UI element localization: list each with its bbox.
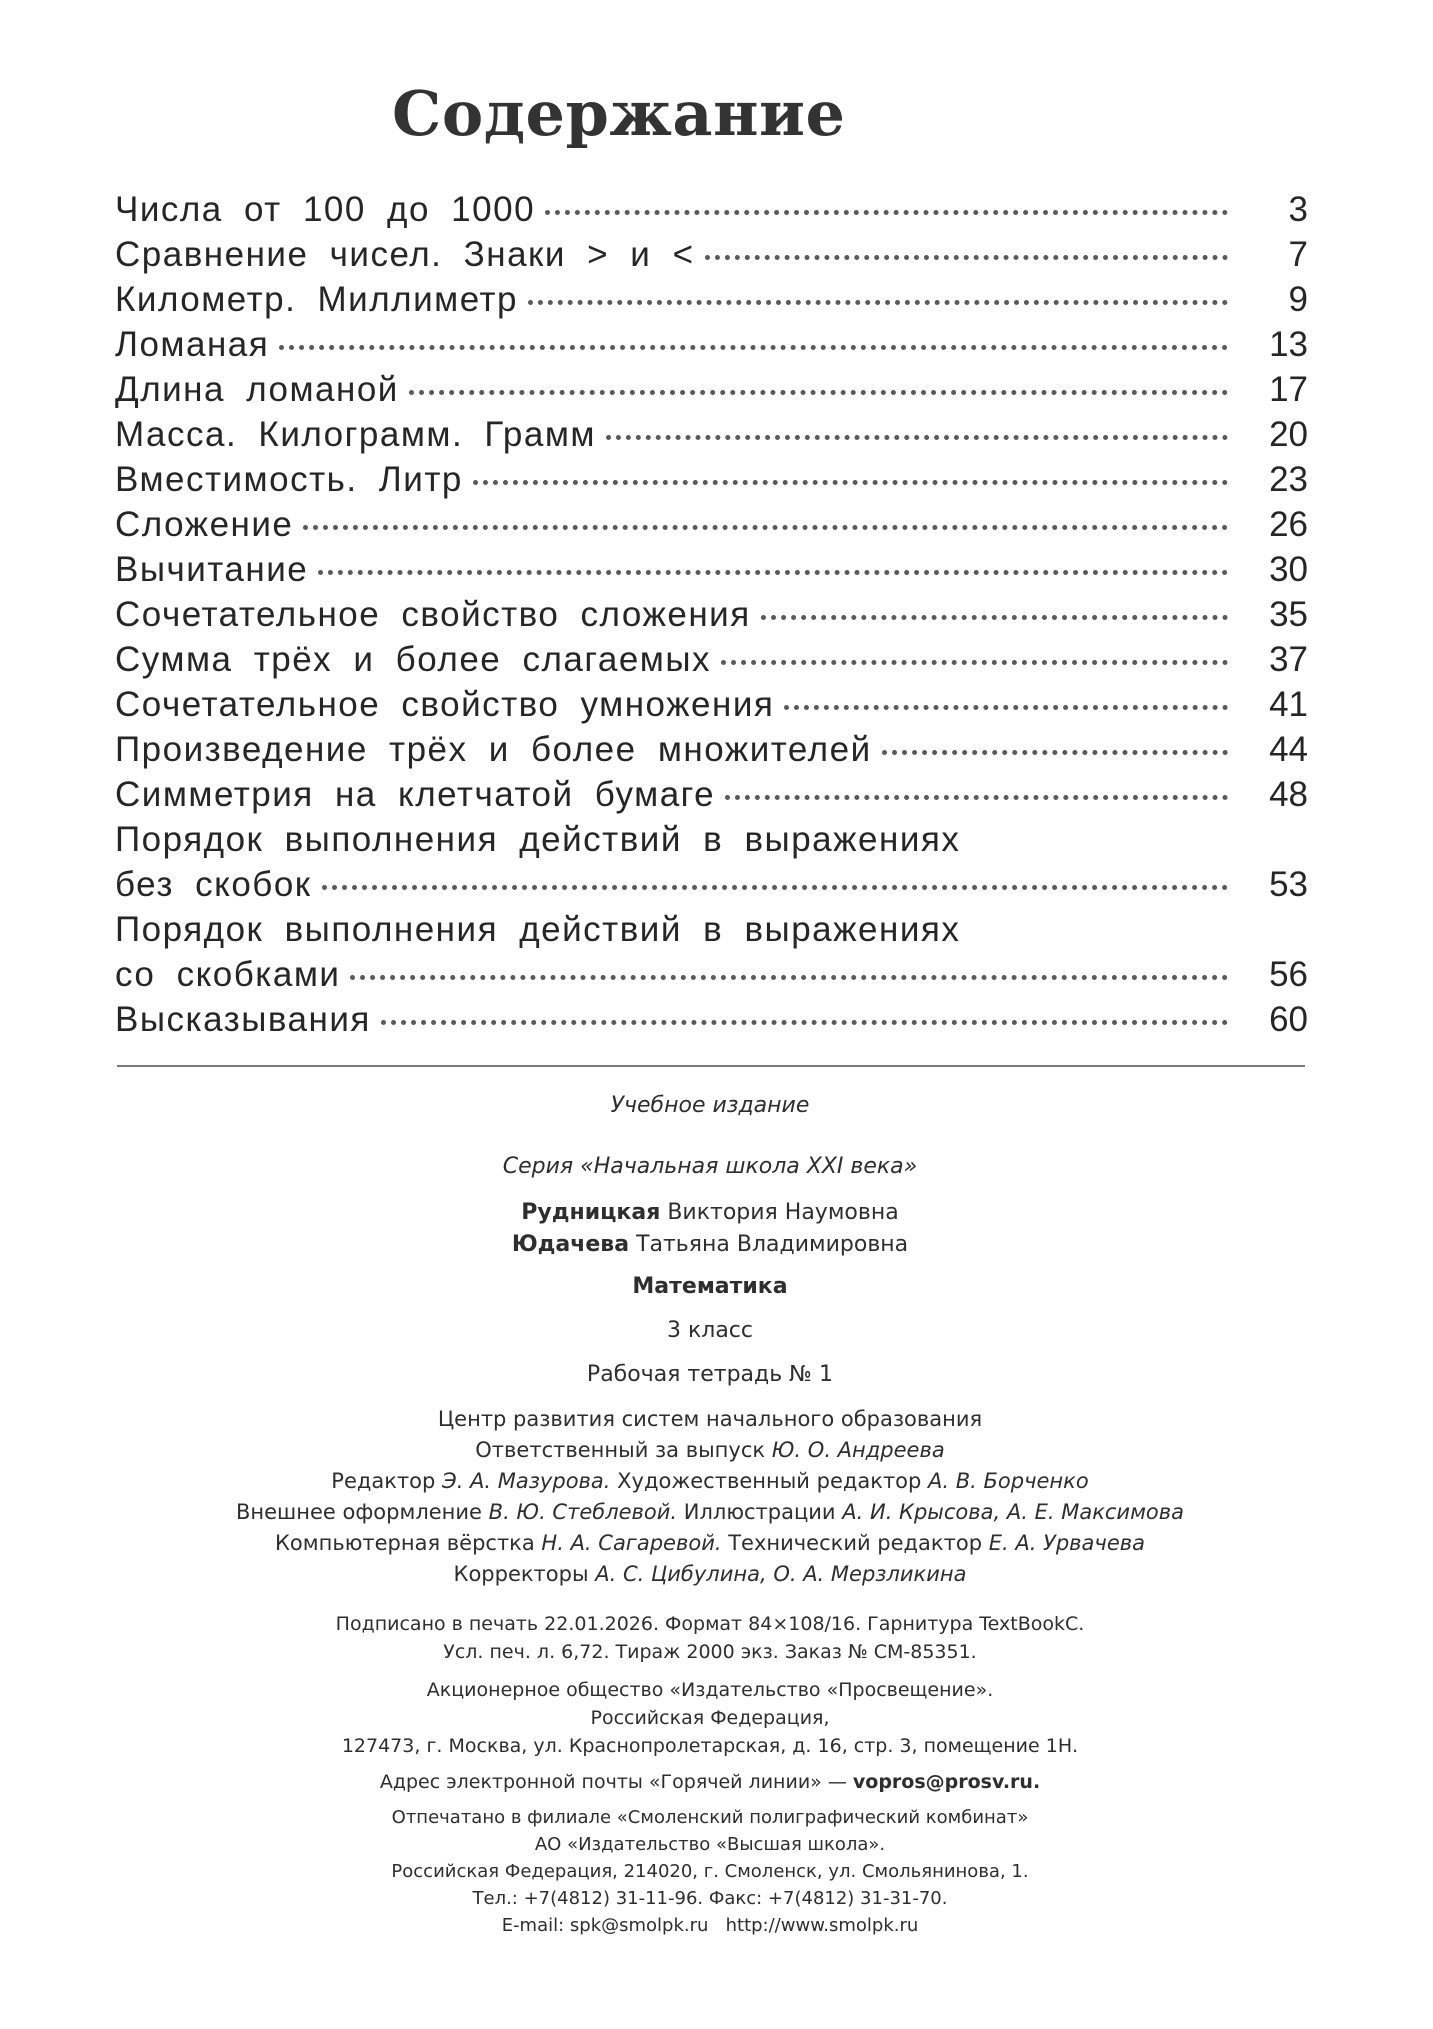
toc-entry-title: Числа от 100 до 1000 (115, 190, 536, 229)
hotline-label: Адрес электронной почты «Горячей линии» — (379, 1771, 847, 1793)
printer-address: Отпечатано в филиале «Смоленский полиграфический комбинат» (391, 1807, 1029, 1828)
toc-entry-page: 30 (1269, 550, 1308, 589)
print-details: Усл. печ. л. 6,72. Тираж 2000 экз. Заказ № СМ-85351. (443, 1641, 977, 1663)
staff-role: Внешнее оформление (235, 1500, 482, 1524)
printer-contacts: Тел.: +7(4812) 31-11-96. Факс: +7(4812) 31-31-70. (472, 1888, 948, 1909)
toc-entry-title-line1: Порядок выполнения действий в выражениях (115, 910, 961, 949)
toc-entry-page: 41 (1269, 685, 1308, 724)
toc-entry-title: Высказывания (115, 1000, 371, 1039)
toc-entry-page: 26 (1269, 505, 1308, 544)
toc-entry (113, 457, 1308, 502)
printer-address: АО «Издательство «Высшая школа». (534, 1834, 886, 1855)
toc-leader-dots (545, 210, 1228, 215)
toc-leader-dots (322, 885, 1228, 890)
toc-entry-page: 53 (1269, 865, 1308, 904)
author-given-name: Виктория Наумовна (667, 1200, 899, 1225)
staff-role: Корректоры (453, 1562, 589, 1586)
staff-line (160, 1435, 1260, 1466)
toc-entry (113, 277, 1308, 322)
toc-entry (113, 322, 1308, 367)
toc-entry (113, 412, 1308, 457)
toc-entry-title: Вычитание (115, 550, 309, 589)
hotline-line (160, 1768, 1260, 1796)
author-line (160, 1197, 1260, 1229)
publisher-address: Акционерное общество «Издательство «Просвещение». (426, 1679, 994, 1701)
toc-entry-page: 37 (1269, 640, 1308, 679)
toc-entry-title: со скобками (115, 955, 341, 994)
staff-name: А. И. Крысова, А. Е. Максимова (842, 1500, 1185, 1524)
toc-leader-dots (303, 525, 1228, 530)
toc-leader-dots (318, 570, 1228, 575)
toc-entry-title: Сложение (115, 505, 294, 544)
staff-role: Редактор (331, 1469, 436, 1493)
toc-leader-dots (882, 750, 1228, 755)
toc-entry-page: 9 (1288, 280, 1308, 319)
edition-type: Учебное издание (610, 1093, 810, 1118)
table-of-contents (113, 187, 1308, 1042)
toc-entry (113, 727, 1308, 772)
toc-leader-dots (784, 705, 1228, 710)
staff-name: Н. А. Сагаревой. (541, 1531, 722, 1555)
toc-entry-title: Сочетательное свойство умножения (115, 685, 775, 724)
staff-name: Э. А. Мазурова. (442, 1469, 611, 1493)
toc-leader-dots (725, 795, 1228, 800)
toc-leader-dots (409, 390, 1228, 395)
toc-leader-dots (761, 615, 1228, 620)
toc-leader-dots (279, 345, 1228, 350)
staff-line (160, 1528, 1260, 1559)
staff-role: Компьютерная вёрстка (275, 1531, 535, 1555)
staff-name: Ю. О. Андреева (771, 1438, 945, 1462)
staff-line (160, 1559, 1260, 1590)
toc-entry-title: Вместимость. Литр (115, 460, 463, 499)
toc-entry (113, 547, 1308, 592)
toc-entry-page: 7 (1288, 235, 1308, 274)
toc-entry (113, 232, 1308, 277)
toc-entry-title: без скобок (115, 865, 312, 904)
toc-entry (113, 187, 1308, 232)
toc-leader-dots (381, 1020, 1228, 1025)
toc-entry-title: Симметрия на клетчатой бумаге (115, 775, 716, 814)
toc-entry-title: Сравнение чисел. Знаки > и < (115, 235, 695, 274)
toc-entry-title: Произведение трёх и более множителей (115, 730, 872, 769)
author-line (160, 1229, 1260, 1261)
author-given-name: Татьяна Владимировна (636, 1232, 909, 1257)
staff-name: А. С. Цибулина, О. А. Мерзликина (595, 1562, 967, 1586)
toc-leader-dots (350, 975, 1228, 980)
toc-entry (113, 907, 1308, 997)
staff-line (160, 1497, 1260, 1528)
print-details: Подписано в печать 22.01.2026. Формат 84×108/16. Гарнитура TextBookC. (335, 1613, 1085, 1635)
series-title: Серия «Начальная школа XXI века» (502, 1154, 918, 1179)
publisher-address: 127473, г. Москва, ул. Краснопролетарская, д. 16, стр. 3, помещение 1Н. (341, 1735, 1079, 1757)
toc-entry-page: 56 (1269, 955, 1308, 994)
staff-name: В. Ю. Стеблевой. (488, 1500, 678, 1524)
toc-entry (113, 682, 1308, 727)
printer-address: Российская Федерация, 214020, г. Смоленск, ул. Смольянинова, 1. (391, 1861, 1029, 1882)
publisher-address: Российская Федерация, (590, 1707, 830, 1729)
staff-role: Ответственный за выпуск (475, 1438, 766, 1462)
toc-leader-dots (528, 300, 1228, 305)
book-title: Математика (632, 1274, 788, 1299)
toc-entry (113, 817, 1308, 907)
staff-role: Художественный редактор (617, 1469, 922, 1493)
toc-entry-page: 13 (1269, 325, 1308, 364)
author-surname: Юдачева (511, 1232, 630, 1257)
toc-leader-dots (705, 255, 1228, 260)
author-surname: Рудницкая (521, 1200, 661, 1225)
toc-entry (113, 997, 1308, 1042)
toc-entry (113, 637, 1308, 682)
toc-leader-dots (721, 660, 1228, 665)
toc-entry-title-line1: Порядок выполнения действий в выражениях (115, 820, 961, 859)
toc-entry-title: Ломаная (115, 325, 270, 364)
toc-entry (113, 367, 1308, 412)
grade-label: 3 класс (666, 1318, 753, 1343)
imprint-block (160, 1090, 1260, 1939)
toc-entry-page: 23 (1269, 460, 1308, 499)
toc-entry-page: 35 (1269, 595, 1308, 634)
toc-entry (113, 772, 1308, 817)
printer-contacts: E-mail: spk@smolpk.ru http://www.smolpk.ru (501, 1915, 919, 1936)
toc-entry-page: 20 (1269, 415, 1308, 454)
section-divider (117, 1065, 1305, 1067)
publisher-center: Центр развития систем начального образования (437, 1407, 983, 1431)
toc-entry-page: 60 (1269, 1000, 1308, 1039)
toc-entry-title: Длина ломаной (115, 370, 399, 409)
staff-name: А. В. Борченко (928, 1469, 1089, 1493)
staff-role: Иллюстрации (683, 1500, 836, 1524)
toc-entry-page: 44 (1269, 730, 1308, 769)
hotline-email: vopros@prosv.ru. (852, 1771, 1041, 1793)
toc-entry-title: Километр. Миллиметр (115, 280, 518, 319)
staff-name: Е. А. Урвачева (988, 1531, 1145, 1555)
staff-line (160, 1466, 1260, 1497)
toc-leader-dots (473, 480, 1228, 485)
toc-entry (113, 502, 1308, 547)
toc-entry-title: Сочетательное свойство сложения (115, 595, 751, 634)
toc-title: Содержание (392, 77, 846, 150)
toc-entry (113, 592, 1308, 637)
toc-entry-page: 3 (1288, 190, 1308, 229)
workbook-label: Рабочая тетрадь № 1 (586, 1362, 834, 1387)
toc-entry-title: Масса. Килограмм. Грамм (115, 415, 596, 454)
toc-entry-page: 17 (1269, 370, 1308, 409)
toc-entry-page: 48 (1269, 775, 1308, 814)
staff-role: Технический редактор (728, 1531, 983, 1555)
toc-entry-title: Сумма трёх и более слагаемых (115, 640, 712, 679)
toc-leader-dots (606, 435, 1228, 440)
